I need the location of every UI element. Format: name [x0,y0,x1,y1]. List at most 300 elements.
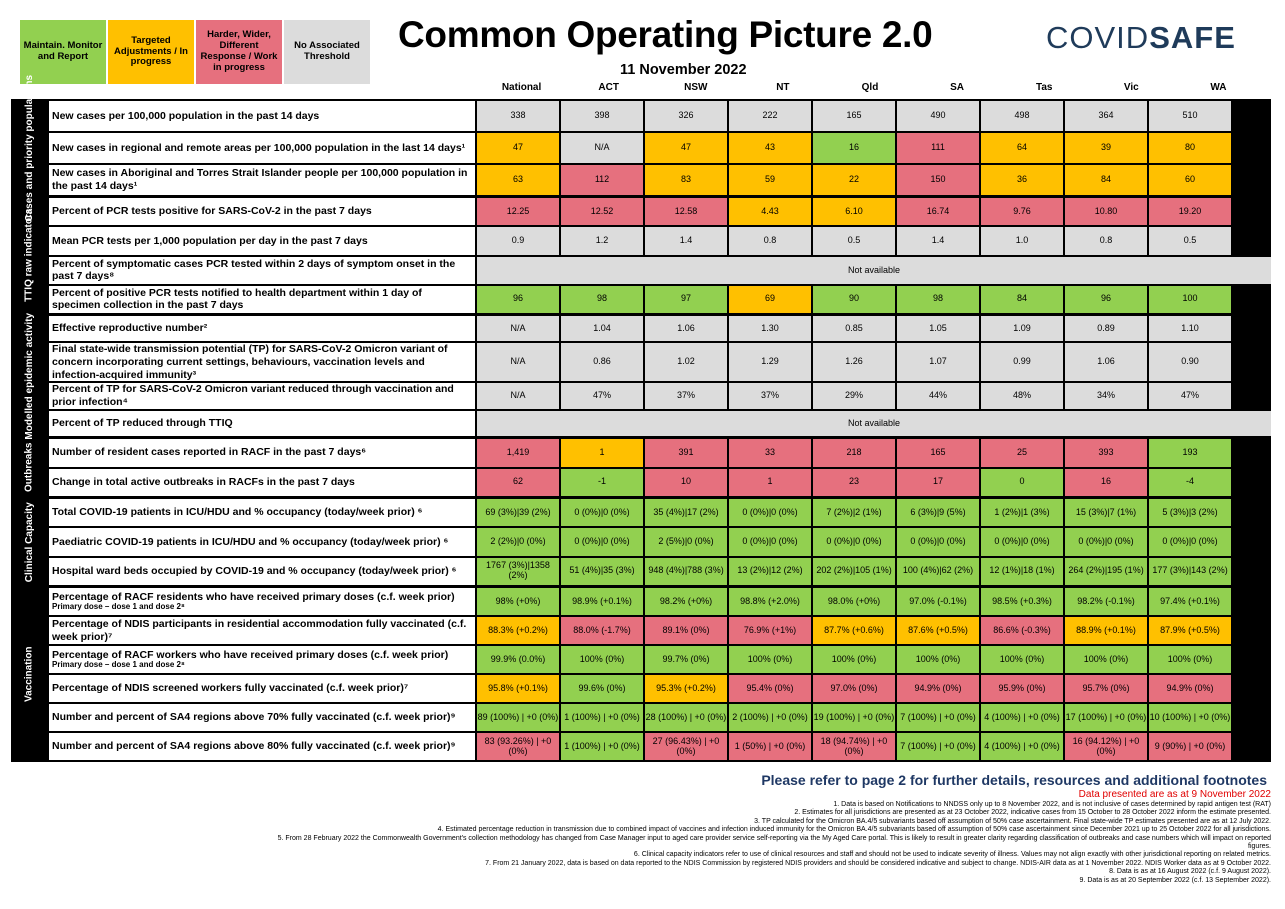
column-header: NT [776,82,790,93]
table-row [49,675,1271,702]
value-cell: 0 (0%)|0 (0%) [729,499,811,526]
value-cell: 264 (2%)|195 (1%) [1065,558,1147,585]
indicator-text: Percent of positive PCR tests notified to health department within 1 day of specimen collection in the past 7 days [52,286,422,312]
value-cell: 4.43 [729,198,811,225]
value-cell: 63 [477,165,559,195]
covidsafe-logo [1046,20,1236,56]
value-cell: 193 [1149,439,1231,467]
indicator-label [49,411,475,436]
legend-maintain: Maintain. Monitor and Report [20,20,106,84]
table-row [49,133,1271,163]
footnote: 8. Data is as at 16 August 2022 (c.f. 9 August 2022). [1109,868,1271,876]
column-header: ACT [598,82,619,93]
table-row [49,469,1271,497]
value-cell: 99.6% (0%) [561,675,643,702]
value-cell: 87.7% (+0.6%) [813,617,895,644]
indicator-text: Percent of PCR tests positive for SARS-CoV-2 in the past 7 days [52,205,372,218]
value-cell: 948 (4%)|788 (3%) [645,558,727,585]
value-cell: 100% (0%) [1149,646,1231,673]
value-cell: 0 (0%)|0 (0%) [561,499,643,526]
indicator-text: Percent of TP reduced through TTIQ [52,417,233,429]
value-cell: 177 (3%)|143 (2%) [1149,558,1231,585]
indicator-text: Percent of TP for SARS-CoV-2 Omicron variant reduced through vaccination and prior infection⁴ [52,383,454,408]
indicator-label [49,588,475,615]
footnote: 1. Data is based on Notifications to NNDSS only up to 8 November 2022, and is not inclusive of cases determined by rapid antigen test (RAT) [833,801,1271,808]
value-cell: 98.0% (+0%) [813,588,895,615]
value-cell: 95.8% (+0.1%) [477,675,559,702]
footnote: 6. Clinical capacity indicators refer to use of clinical resources and staff and should not be used to indicate severity of illness. Values may not align exactly with other jurisdictional reporting on related metrics. [633,851,1271,859]
indicator-text: Percent of symptomatic cases PCR tested within 2 days of symptom onset in the past 7 days⁸ [52,257,456,283]
indicator-label [49,675,475,702]
indicator-label [49,439,475,467]
value-cell: 12.58 [645,198,727,225]
value-cell: 165 [813,101,895,131]
value-cell: 4 (100%) | +0 (0%) [981,733,1063,760]
value-cell: 1.06 [645,316,727,341]
table-row [49,286,1271,313]
value-cell: 0.90 [1149,343,1231,381]
value-cell: 0 (0%)|0 (0%) [729,528,811,555]
value-cell: 6 (3%)|9 (5%) [897,499,979,526]
value-cell: 16 [813,133,895,163]
value-cell: 96 [477,286,559,313]
value-cell: 16 [1065,469,1147,497]
value-cell: 0.8 [1065,227,1147,254]
value-cell: 94.9% (0%) [897,675,979,702]
indicator-label [49,286,475,313]
indicator-label [49,383,475,408]
table-row [49,383,1271,408]
indicator-label [49,165,475,195]
value-cell: 98 [897,286,979,313]
value-cell: 391 [645,439,727,467]
table-row [49,558,1271,585]
value-cell: 18 (94.74%) | +0 (0%) [813,733,895,760]
value-cell: 100% (0%) [813,646,895,673]
value-cell: 43 [729,133,811,163]
value-cell: 98 [561,286,643,313]
value-cell: 90 [813,286,895,313]
value-cell: 2 (2%)|0 (0%) [477,528,559,555]
value-cell: 98% (+0%) [477,588,559,615]
value-cell: 98.2% (+0%) [645,588,727,615]
page-title: Common Operating Picture 2.0 [398,14,933,55]
table-row [49,646,1271,673]
value-cell: 0.85 [813,316,895,341]
indicator-text: Number and percent of SA4 regions above 70% fully vaccinated (c.f. week prior)⁹ [52,711,456,724]
value-cell: 490 [897,101,979,131]
indicator-text: New cases in regional and remote areas per 100,000 population in the last 14 days¹ [52,141,466,154]
value-cell: 33 [729,439,811,467]
value-cell: 0 (0%)|0 (0%) [1065,528,1147,555]
value-cell: 0 (0%)|0 (0%) [897,528,979,555]
value-cell: 0.89 [1065,316,1147,341]
column-header: WA [1210,82,1227,93]
value-cell: 95.7% (0%) [1065,675,1147,702]
value-cell: 83 (93.26%) | +0 (0%) [477,733,559,760]
value-cell: 111 [897,133,979,163]
value-cell: 69 [729,286,811,313]
value-cell: 1.2 [561,227,643,254]
value-cell: 16 (94.12%) | +0 (0%) [1065,733,1147,760]
value-cell: 97 [645,286,727,313]
indicator-text: Hospital ward beds occupied by COVID-19 and % occupancy (today/week prior) ⁶ [52,565,457,578]
section-label [11,198,49,313]
indicator-label [49,469,475,497]
value-cell: 1 (50%) | +0 (0%) [729,733,811,760]
indicator-text: Paediatric COVID-19 patients in ICU/HDU and % occupancy (today/week prior) ⁶ [52,535,449,548]
value-cell: 100 [1149,286,1231,313]
value-cell: 97.0% (-0.1%) [897,588,979,615]
indicator-text: Total COVID-19 patients in ICU/HDU and % occupancy (today/week prior) ⁶ [52,506,423,519]
value-cell: 338 [477,101,559,131]
indicator-label [49,617,475,644]
value-cell: 47% [561,383,643,408]
value-cell: 0 (0%)|0 (0%) [561,528,643,555]
not-available-cell: Not available [477,257,1271,284]
value-cell: 202 (2%)|105 (1%) [813,558,895,585]
logo-part2: SAFE [1149,20,1236,55]
legend-targeted: Targeted Adjustments / In progress [108,20,194,84]
value-cell: 2 (5%)|0 (0%) [645,528,727,555]
indicator-label [49,101,475,131]
column-header: Qld [861,82,879,93]
indicator-label [49,257,475,284]
section-rows [49,198,1271,313]
value-cell: 6.10 [813,198,895,225]
value-cell: 1.26 [813,343,895,381]
table-row [49,411,1271,436]
section-rows [49,101,1271,195]
value-cell: 19.20 [1149,198,1231,225]
value-cell: 1.29 [729,343,811,381]
indicator-text: New cases in Aboriginal and Torres Strait Islander people per 100,000 population in the past 14 days¹ [52,167,468,192]
value-cell: 10.80 [1065,198,1147,225]
column-header: SA [950,82,965,93]
value-cell: 165 [897,439,979,467]
legend-harder: Harder, Wider, Different Response / Work in progress [196,20,282,84]
value-cell: 35 (4%)|17 (2%) [645,499,727,526]
logo-part1: COVID [1046,20,1150,55]
value-cell: 88.3% (+0.2%) [477,617,559,644]
table-row [49,439,1271,467]
report-date: 11 November 2022 [620,62,747,78]
table-row [49,101,1271,131]
value-cell: 364 [1065,101,1147,131]
value-cell: 1.02 [645,343,727,381]
section-label-text: Cases and priority populations [23,74,35,222]
section-rows [49,439,1271,496]
value-cell: 100 (4%)|62 (2%) [897,558,979,585]
value-cell: 100% (0%) [729,646,811,673]
section-label-text: Modelled epidemic activity [23,312,35,440]
value-cell: 0 (0%)|0 (0%) [981,528,1063,555]
indicator-text: Percentage of RACF residents who have received primary doses (c.f. week prior) [52,590,455,603]
value-cell: 83 [645,165,727,195]
value-cell: 1767 (3%)|1358 (2%) [477,558,559,585]
value-cell: 0.5 [813,227,895,254]
value-cell: 222 [729,101,811,131]
value-cell: 47 [645,133,727,163]
indicator-text: Mean PCR tests per 1,000 population per day in the past 7 days [52,234,368,247]
value-cell: 2 (100%) | +0 (0%) [729,704,811,731]
value-cell: 150 [897,165,979,195]
footnote: 5. From 28 February 2022 the Commonwealth Government's collection methodology has changed from Case Manager input to aged care provider service self-reporting via the My Aged Care portal. This is likely to result in greater clarity regarding classification of outbreaks and case numbers which will impact on reported figures. [277,834,1271,850]
value-cell: 13 (2%)|12 (2%) [729,558,811,585]
value-cell: 44% [897,383,979,408]
value-cell: 1.05 [897,316,979,341]
value-cell: 12.52 [561,198,643,225]
value-cell: 97.0% (0%) [813,675,895,702]
value-cell: 89.1% (0%) [645,617,727,644]
footnote: 4. Estimated percentage reduction in transmission due to combined impact of vaccines and infection induced immunity for the Omicron BA.4/5 subvariants based off assumption of 50% case ascertainment since December 2021 up to 25 October 2022 for all jurisdictions. [437,826,1271,834]
value-cell: 1.0 [981,227,1063,254]
value-cell: 0.8 [729,227,811,254]
value-cell: 34% [1065,383,1147,408]
value-cell: 60 [1149,165,1231,195]
value-cell: 15 (3%)|7 (1%) [1065,499,1147,526]
section-label-text: Clinical Capacity [23,501,35,583]
indicator-text: Percentage of NDIS screened workers fully vaccinated (c.f. week prior)⁷ [52,682,409,695]
value-cell: 29% [813,383,895,408]
section-label [11,312,49,440]
value-cell: 0.5 [1149,227,1231,254]
value-cell: 9 (90%) | +0 (0%) [1149,733,1231,760]
value-cell: 0 (0%)|0 (0%) [813,528,895,555]
value-cell: 7 (100%) | +0 (0%) [897,704,979,731]
value-cell: 23 [813,469,895,497]
value-cell: 1.04 [561,316,643,341]
indicator-text: Number of resident cases reported in RACF in the past 7 days⁶ [52,446,367,459]
value-cell: 36 [981,165,1063,195]
value-cell: 17 (100%) | +0 (0%) [1065,704,1147,731]
value-cell: 7 (2%)|2 (1%) [813,499,895,526]
section-label [11,499,49,585]
value-cell: 99.9% (0.0%) [477,646,559,673]
section-rows [49,316,1271,436]
value-cell: -1 [561,469,643,497]
table-row [49,499,1271,526]
value-cell: 97.4% (+0.1%) [1149,588,1231,615]
indicator-text: Change in total active outbreaks in RACFs in the past 7 days [52,475,355,488]
column-header: Vic [1123,82,1139,93]
value-cell: 0.99 [981,343,1063,381]
value-cell: 64 [981,133,1063,163]
section-label-text: Vaccination [23,646,35,702]
indicator-label [49,316,475,341]
data-as-at: Data presented are as at 9 November 2022 [1078,789,1271,800]
value-cell: 12 (1%)|18 (1%) [981,558,1063,585]
table-row [49,257,1271,284]
value-cell: 100% (0%) [981,646,1063,673]
column-header: National [501,82,542,93]
column-header: NSW [684,82,708,93]
indicator-label [49,528,475,555]
table-row [49,588,1271,615]
value-cell: 88.0% (-1.7%) [561,617,643,644]
table-row [49,528,1271,555]
value-cell: N/A [477,316,559,341]
section [11,312,1271,440]
value-cell: 7 (100%) | +0 (0%) [897,733,979,760]
indicator-text: Percentage of RACF workers who have received primary doses (c.f. week prior) [52,648,449,661]
value-cell: 1 [561,439,643,467]
section-label-text: Outbreaks [23,442,35,493]
value-cell: 47 [477,133,559,163]
value-cell: 88.9% (+0.1%) [1065,617,1147,644]
value-cell: 95.3% (+0.2%) [645,675,727,702]
not-available-cell: Not available [477,411,1271,436]
section-label [11,588,49,760]
value-cell: 0 (0%)|0 (0%) [1149,528,1231,555]
value-cell: 12.25 [477,198,559,225]
value-cell: 27 (96.43%) | +0 (0%) [645,733,727,760]
value-cell: 95.4% (0%) [729,675,811,702]
section [11,198,1271,313]
section-rows [49,499,1271,585]
value-cell: 80 [1149,133,1231,163]
indicator-label [49,227,475,254]
table-row [49,343,1271,381]
indicator-text: Final state-wide transmission potential (TP) for SARS-CoV-2 Omicron variant of concern incorporating current settings, behaviours, vaccination levels and infection-acquired immunity³ [52,343,448,381]
section-rows [49,588,1271,760]
value-cell: 498 [981,101,1063,131]
indicator-subtext: Primary dose – dose 1 and dose 2⁸ [52,660,185,670]
indicator-text: New cases per 100,000 population in the past 14 days [52,109,320,122]
value-cell: 87.9% (+0.5%) [1149,617,1231,644]
section [11,439,1271,496]
footnote: 7. From 21 January 2022, data is based on data reported to the NDIS Commission by registered NDIS providers and should be considered indicative and subject to change. NDIS-AIR data as at 1 November 2022. NDIS Worker data as at 9 October 2022. [485,859,1271,867]
footnote: 2. Estimates for all jurisdictions are presented as at 23 October 2022, indicative cases from 15 October to 28 October 2022 inform the estimate presented. [794,809,1271,817]
value-cell: 1 (100%) | +0 (0%) [561,704,643,731]
value-cell: 5 (3%)|3 (2%) [1149,499,1231,526]
value-cell: 28 (100%) | +0 (0%) [645,704,727,731]
value-cell: 1 (100%) | +0 (0%) [561,733,643,760]
value-cell: 1.4 [645,227,727,254]
value-cell: 98.5% (+0.3%) [981,588,1063,615]
value-cell: 10 [645,469,727,497]
column-headers [478,82,1262,93]
value-cell: 112 [561,165,643,195]
footnotes [271,801,1271,885]
section-label [11,439,49,496]
value-cell: N/A [477,343,559,381]
value-cell: 98.2% (-0.1%) [1065,588,1147,615]
value-cell: 19 (100%) | +0 (0%) [813,704,895,731]
table-row [49,733,1271,760]
value-cell: 37% [645,383,727,408]
section [11,588,1271,760]
value-cell: 1.30 [729,316,811,341]
value-cell: 37% [729,383,811,408]
value-cell: 218 [813,439,895,467]
indicator-label [49,646,475,673]
table-row [49,227,1271,254]
value-cell: 47% [1149,383,1231,408]
value-cell: 86.6% (-0.3%) [981,617,1063,644]
value-cell: 393 [1065,439,1147,467]
indicator-subtext: Primary dose – dose 1 and dose 2⁸ [52,602,185,612]
value-cell: 0 [981,469,1063,497]
indicator-label [49,343,475,381]
table-row [49,165,1271,195]
value-cell: 10 (100%) | +0 (0%) [1149,704,1231,731]
value-cell: 59 [729,165,811,195]
value-cell: 98.9% (+0.1%) [561,588,643,615]
indicator-label [49,733,475,760]
value-cell: 25 [981,439,1063,467]
value-cell: 100% (0%) [1065,646,1147,673]
value-cell: 99.7% (0%) [645,646,727,673]
value-cell: 87.6% (+0.5%) [897,617,979,644]
value-cell: 22 [813,165,895,195]
legend [20,20,370,84]
table-row [49,316,1271,341]
value-cell: 1.4 [897,227,979,254]
value-cell: N/A [561,133,643,163]
value-cell: 84 [981,286,1063,313]
value-cell: 17 [897,469,979,497]
value-cell: 398 [561,101,643,131]
value-cell: 1 (2%)|1 (3%) [981,499,1063,526]
value-cell: 326 [645,101,727,131]
indicator-label [49,499,475,526]
value-cell: 89 (100%) | +0 (0%) [477,704,559,731]
value-cell: 94.9% (0%) [1149,675,1231,702]
value-cell: 1.07 [897,343,979,381]
value-cell: -4 [1149,469,1231,497]
value-cell: 100% (0%) [897,646,979,673]
value-cell: 62 [477,469,559,497]
value-cell: 96 [1065,286,1147,313]
table-row [49,704,1271,731]
value-cell: 76.9% (+1%) [729,617,811,644]
refer-note: Please refer to page 2 for further details, resources and additional footnotes [761,772,1267,788]
legend-no-threshold: No Associated Threshold [284,20,370,84]
value-cell: 4 (100%) | +0 (0%) [981,704,1063,731]
value-cell: 0.86 [561,343,643,381]
indicator-label [49,133,475,163]
indicator-text: Percentage of NDIS participants in residential accommodation fully vaccinated (c.f. week prior)⁷ [52,617,467,643]
column-header: Tas [1035,82,1053,93]
value-cell: 9.76 [981,198,1063,225]
value-cell: 1.06 [1065,343,1147,381]
value-cell: 95.9% (0%) [981,675,1063,702]
value-cell: 16.74 [897,198,979,225]
value-cell: 100% (0%) [561,646,643,673]
footnote: 9. Data is as at 20 September 2022 (c.f. 13 September 2022). [1079,876,1271,884]
value-cell: 51 (4%)|35 (3%) [561,558,643,585]
value-cell: 510 [1149,101,1231,131]
value-cell: 98.8% (+2.0%) [729,588,811,615]
indicator-label [49,198,475,225]
footnote: 3. TP calculated for the Omicron BA.4/5 subvariants based off assumption of 50% case ascertainment. Final state-wide TP estimates presented are as at 12 July 2022. [754,817,1271,825]
section-label-text: TTIQ raw indicators [23,208,35,303]
section [11,499,1271,585]
section-label [11,74,49,222]
value-cell: 1.09 [981,316,1063,341]
value-cell: 1,419 [477,439,559,467]
table-row [49,198,1271,225]
value-cell: 1 [729,469,811,497]
indicator-text: Effective reproductive number² [52,322,208,335]
value-cell: 48% [981,383,1063,408]
value-cell: 1.10 [1149,316,1231,341]
indicator-text: Number and percent of SA4 regions above 80% fully vaccinated (c.f. week prior)⁹ [52,740,456,753]
value-cell: 84 [1065,165,1147,195]
value-cell: 39 [1065,133,1147,163]
indicator-label [49,704,475,731]
